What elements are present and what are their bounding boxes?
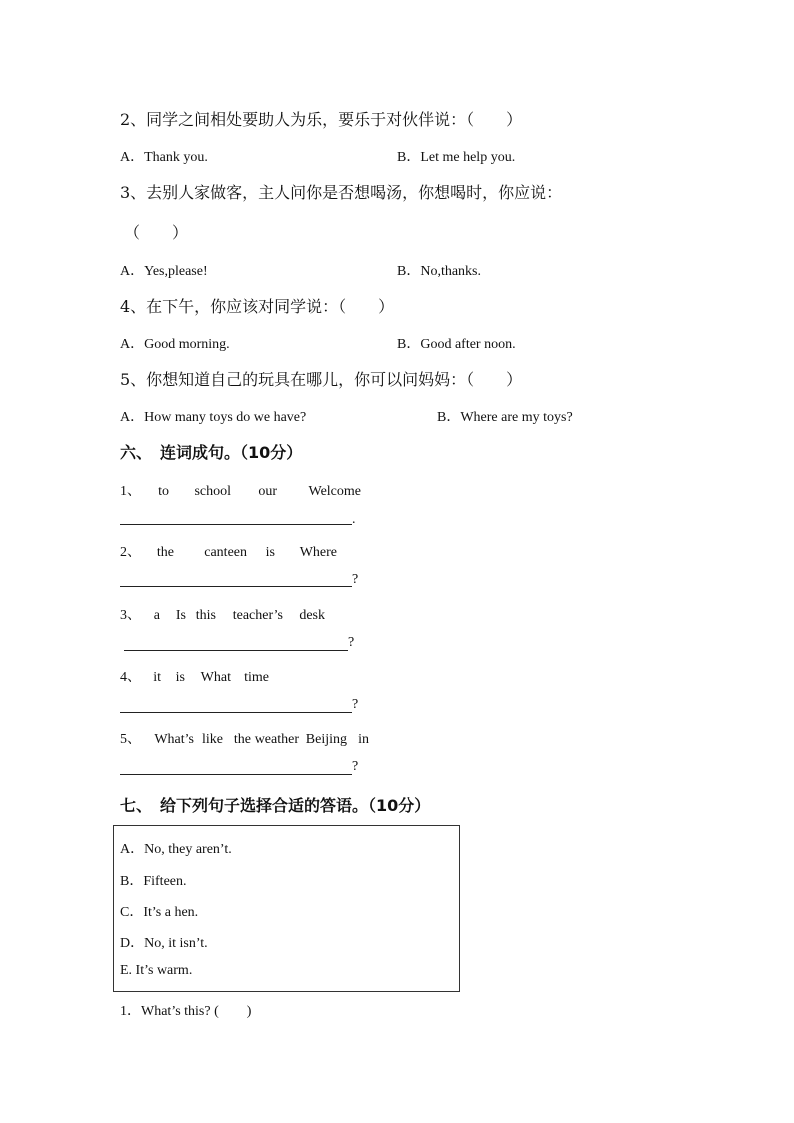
section-7-question-1: 1．What’s this? ( ) — [120, 1004, 252, 1019]
question-2-option-a: A．Thank you. — [120, 150, 208, 165]
reorder-item-1-words: 1、 to school our Welcome — [120, 484, 361, 499]
question-3-stem: 3、去别人家做客，主人问你是否想喝汤，你想喝时，你应说： — [120, 183, 563, 202]
question-3-answer-paren: （ ） — [124, 223, 189, 242]
reorder-item-3-words: 3、 a Is this teacher’s desk — [120, 608, 325, 623]
answer-line-4[interactable] — [120, 712, 352, 713]
reorder-item-4-words: 4、 it is What time — [120, 670, 269, 685]
answer-line-5[interactable] — [120, 774, 352, 775]
section-7-heading: 七、 给下列句子选择合适的答语。（10分） — [120, 796, 431, 815]
answer-end-5: ? — [352, 759, 359, 774]
answer-end-3: ? — [348, 635, 355, 650]
question-4-option-a: A．Good morning. — [120, 337, 230, 352]
question-3-option-a: A．Yes,please! — [120, 264, 208, 279]
question-4-option-b: B．Good after noon. — [397, 337, 516, 352]
question-5-stem: 5、你想知道自己的玩具在哪儿，你可以问妈妈：（ ） — [120, 370, 523, 389]
answer-option-d: D．No, it isn’t. — [120, 936, 208, 951]
question-2-option-b: B．Let me help you. — [397, 150, 516, 165]
question-5-option-b: B．Where are my toys? — [437, 410, 573, 425]
answer-line-3[interactable] — [124, 650, 348, 651]
question-5-option-a: A．How many toys do we have? — [120, 410, 307, 425]
answer-line-2[interactable] — [120, 586, 352, 587]
question-3-option-b: B．No,thanks. — [397, 264, 481, 279]
answer-end-4: ? — [352, 697, 359, 712]
answer-end-2: ? — [352, 572, 359, 587]
answer-option-e: E. It’s warm. — [120, 963, 193, 978]
answer-end-1: . — [352, 512, 356, 527]
answer-option-a: A．No, they aren’t. — [120, 842, 232, 857]
reorder-item-5-words: 5、 What’s like the weather Beijing in — [120, 732, 369, 747]
answer-option-b: B．Fifteen. — [120, 874, 187, 889]
answer-line-1[interactable] — [120, 524, 352, 525]
question-2-stem: 2、同学之间相处要助人为乐，要乐于对伙伴说：（ ） — [120, 110, 523, 129]
question-4-stem: 4、在下午，你应该对同学说：（ ） — [120, 297, 395, 316]
section-6-heading: 六、 连词成句。（10分） — [120, 443, 303, 462]
reorder-item-2-words: 2、 the canteen is Where — [120, 545, 337, 560]
answer-option-c: C．It’s a hen. — [120, 905, 199, 920]
